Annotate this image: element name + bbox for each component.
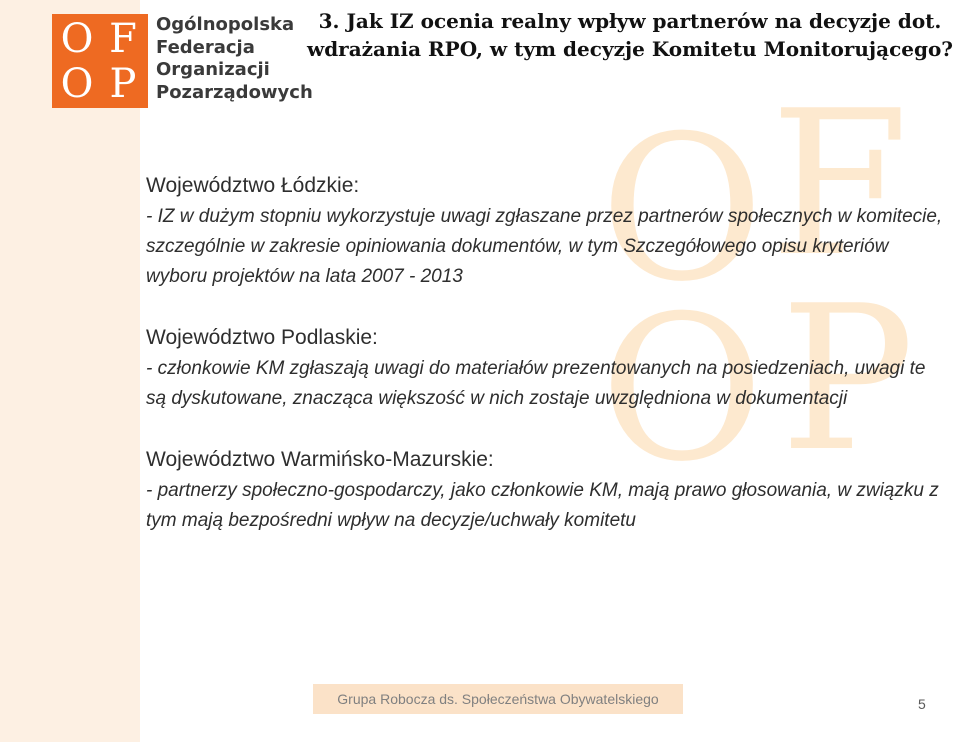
- page-number: 5: [918, 696, 926, 712]
- section-heading: Województwo Warmińsko-Mazurskie:: [146, 448, 494, 471]
- section-body: - członkowie KM zgłaszają uwagi do materiałów prezentowanych na posiedzeniach, uwagi te są dyskutowane, znacząca większość w nich zostaje uwzględniona w dokumentacji: [146, 358, 926, 409]
- watermark-letter: O: [600, 93, 764, 326]
- section-body: - IZ w dużym stopniu wykorzystuje uwagi zgłaszane przez partnerów społecznych w komitecie, szczególnie w zakresie opiniowania dokumentów, w tym Szczegółowego opisu kryteriów wyboru projektów na lata 2007 - 2013: [146, 206, 943, 287]
- logo-letter: P: [109, 61, 137, 107]
- logo-letter: O: [60, 16, 94, 62]
- logo-text-line: Pozarządowych: [156, 81, 313, 103]
- slide-title: 3. Jak IZ ocenia realny wpływ partnerów na decyzje dot. wdrażania RPO, w tym decyzje Komitetu Monitorującego?: [306, 9, 954, 61]
- logo-organization-name: [156, 14, 313, 104]
- section-heading: Województwo Łódzkie:: [146, 174, 360, 197]
- watermark-letter: P: [780, 263, 915, 496]
- watermark-letter: O: [600, 273, 764, 506]
- logo-text-line: Organizacji: [156, 59, 270, 80]
- left-accent-band: [0, 0, 140, 742]
- logo-text-line: Ogólnopolska: [156, 14, 295, 35]
- logo-letter: F: [109, 16, 137, 62]
- section-body: - partnerzy społeczno-gospodarczy, jako członkowie KM, mają prawo głosowania, w związku z tym mają bezpośredni wpływ na decyzje/uchwały komitetu: [146, 480, 939, 531]
- ofop-logo-icon: [52, 14, 148, 108]
- logo-letter: O: [60, 61, 94, 107]
- section-heading: Województwo Podlaskie:: [146, 326, 378, 349]
- watermark-letter: F: [770, 68, 909, 301]
- slide-content: [146, 170, 946, 566]
- logo-text-line: Federacja: [156, 36, 255, 58]
- footer-group-label: Grupa Robocza ds. Społeczeństwa Obywatelskiego: [313, 684, 683, 714]
